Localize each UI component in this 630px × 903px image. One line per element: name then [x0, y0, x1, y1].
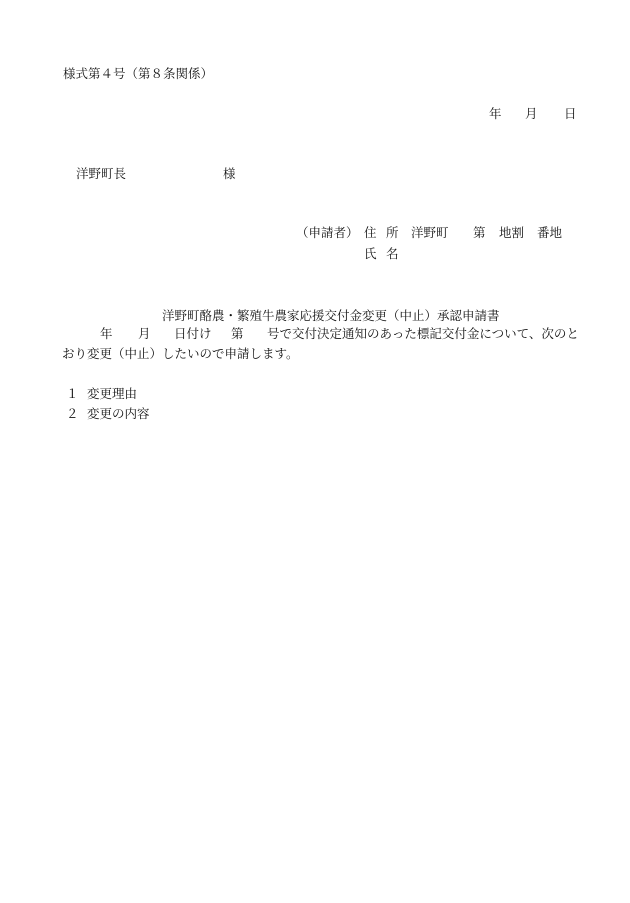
date-month: 月 [525, 106, 538, 121]
item-number: １ [66, 386, 79, 401]
body-date: 日付け [174, 326, 212, 341]
item-label: 変更の内容 [87, 406, 150, 421]
applicant-name-row [364, 248, 399, 261]
list-item [66, 388, 137, 401]
addressee-honorific: 様 [223, 166, 236, 181]
body-line-1-rest: 号で交付決定通知のあった標記交付金について、次のと [267, 326, 579, 341]
address-chiwari: 地割 [499, 225, 525, 240]
addressee [76, 168, 236, 181]
addressee-name: 洋野町長 [76, 166, 127, 181]
body-month: 月 [138, 326, 151, 341]
date-year: 年 [489, 106, 502, 121]
body-year: 年 [100, 326, 113, 341]
item-label: 変更理由 [87, 386, 138, 401]
list-item [66, 408, 150, 421]
address-banchi: 番地 [537, 225, 563, 240]
address-dai: 第 [473, 225, 486, 240]
body-dai: 第 [231, 326, 244, 341]
body-line-1 [100, 328, 579, 341]
body-line-2: おり変更（中止）したいので申請します。 [62, 346, 299, 361]
document-title: 洋野町酪農・繁殖牛農家応援交付金変更（中止）承認申請書 [162, 308, 500, 323]
form-number: 様式第４号（第８条関係） [63, 66, 214, 81]
name-key-2: 名 [386, 246, 399, 261]
date-line [489, 108, 577, 121]
item-number: ２ [66, 406, 79, 421]
applicant-label: （申請者） [296, 225, 359, 240]
name-key-1: 氏 [364, 246, 377, 261]
applicant-address-row [364, 227, 562, 240]
address-key-2: 所 [386, 225, 399, 240]
address-key-1: 住 [364, 225, 377, 240]
date-day: 日 [564, 106, 577, 121]
address-town: 洋野町 [411, 225, 449, 240]
